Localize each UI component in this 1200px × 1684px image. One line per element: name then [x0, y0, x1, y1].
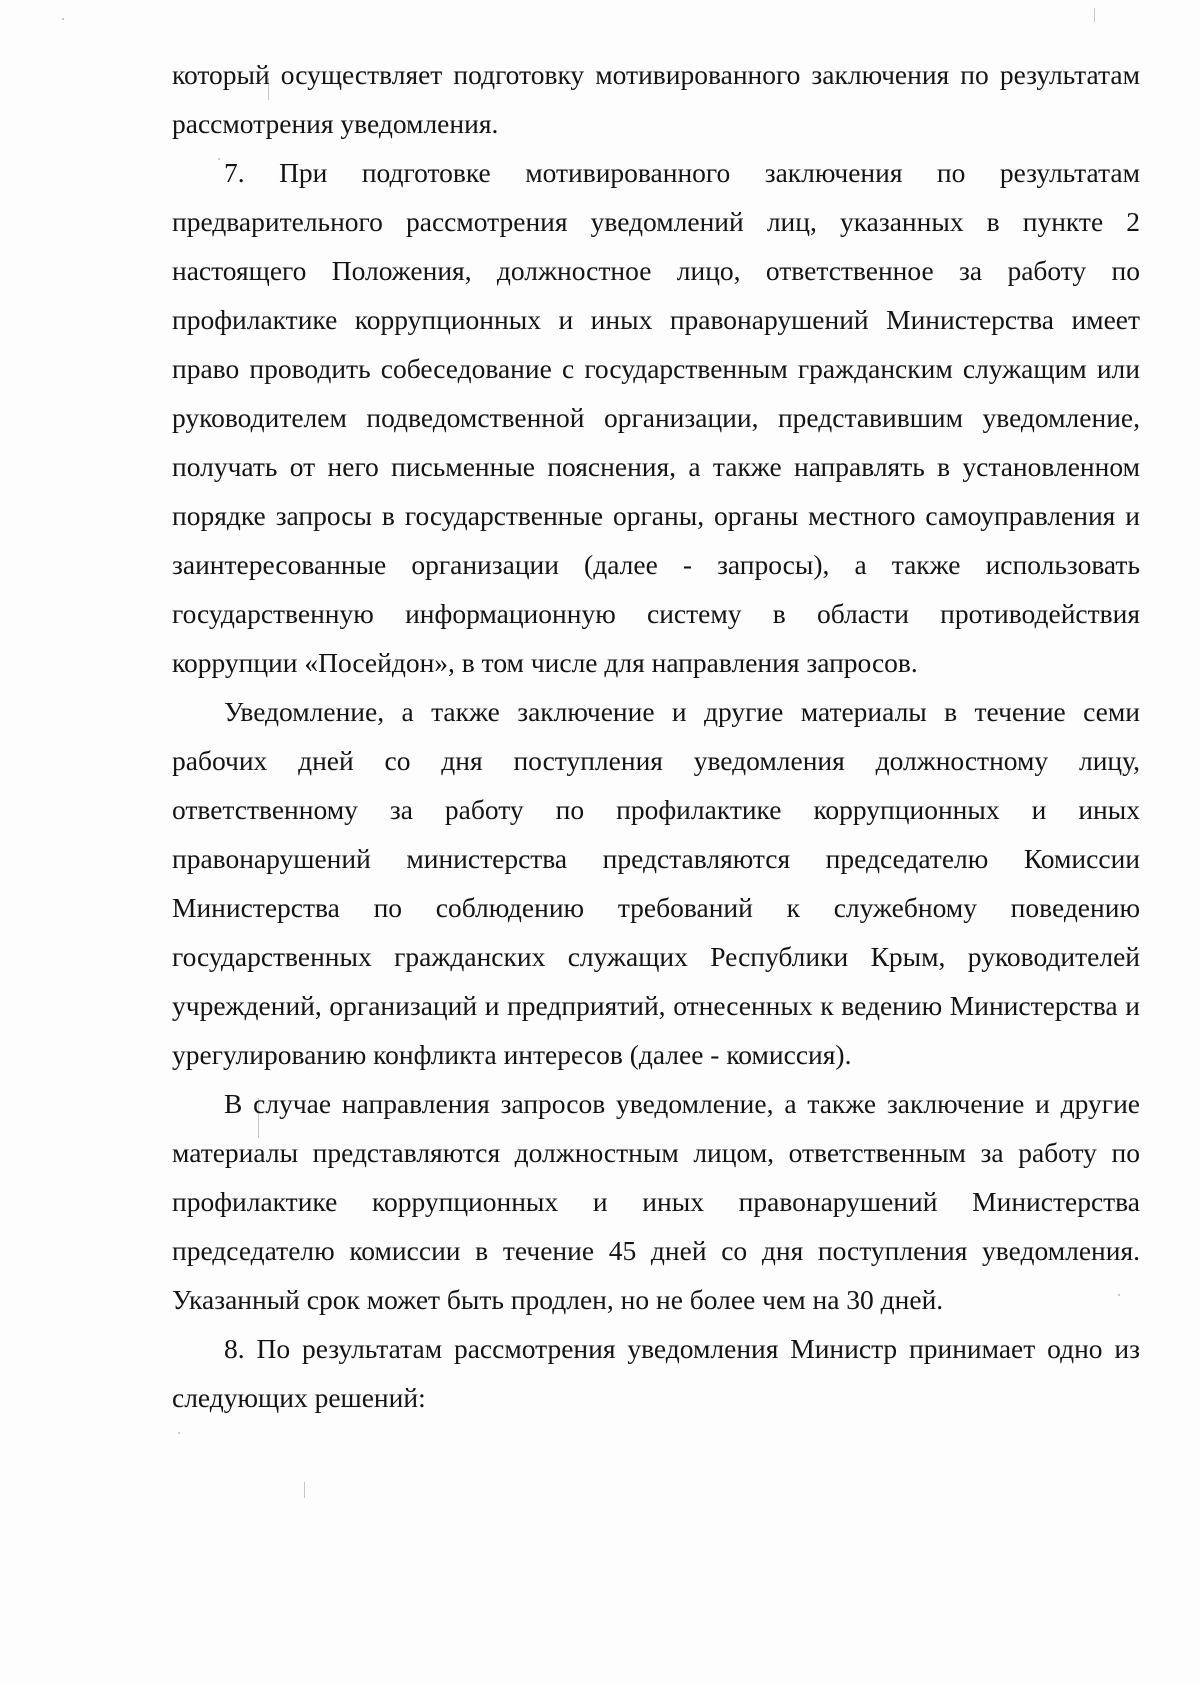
paragraph-item-8: 8. По результатам рассмотрения уведомления Министр принимает одно из следующих решений: [172, 1333, 1140, 1413]
paragraph-requests-case: В случае направления запросов уведомление, а также заключение и другие материалы представляются должностным лицом, ответственным за работу по профилактике коррупционных и иных правонарушений Министерства председателю комиссии в течение 45 дней со дня поступления уведомления. Указанный срок может быть продлен, но не более чем на 30 дней. [172, 1088, 1140, 1315]
scan-artifact [304, 1482, 305, 1498]
scan-artifact [178, 1432, 180, 1434]
paragraph-item-7: 7. При подготовке мотивированного заключения по результатам предварительного рассмотрения уведомлений лиц, указанных в пункте 2 настоящего Положения, должностное лицо, ответственное за работу по профилактике коррупционных и иных правонарушений Министерства имеет право проводить собеседование с государственным гражданским служащим или руководителем подведомственной организации, представившим уведомление, получать от него письменные пояснения, а также направлять в установленном порядке запросы в государственные органы, органы местного самоуправления и заинтересованные организации (далее - запросы), а также использовать государственную информационную систему в области противодействия коррупции «Посейдон», в том числе для направления запросов. [172, 157, 1140, 678]
scan-artifact [62, 18, 64, 20]
scan-artifact [1094, 8, 1095, 22]
paragraph-notification-materials: Уведомление, а также заключение и другие материалы в течение семи рабочих дней со дня поступления уведомления должностному лицу, ответственному за работу по профилактике коррупционных и иных правонарушений министерства представляются председателю Комиссии Министерства по соблюдению требований к служебному поведению государственных гражданских служащих Республики Крым, руководителей учреждений, организаций и предприятий, отнесенных к ведению Министерства и урегулированию конфликта интересов (далее - комиссия). [172, 696, 1140, 1070]
paragraph-continuation: который осуществляет подготовку мотивированного заключения по результатам рассмотрения уведомления. [172, 59, 1140, 139]
document-body [172, 50, 1140, 1422]
